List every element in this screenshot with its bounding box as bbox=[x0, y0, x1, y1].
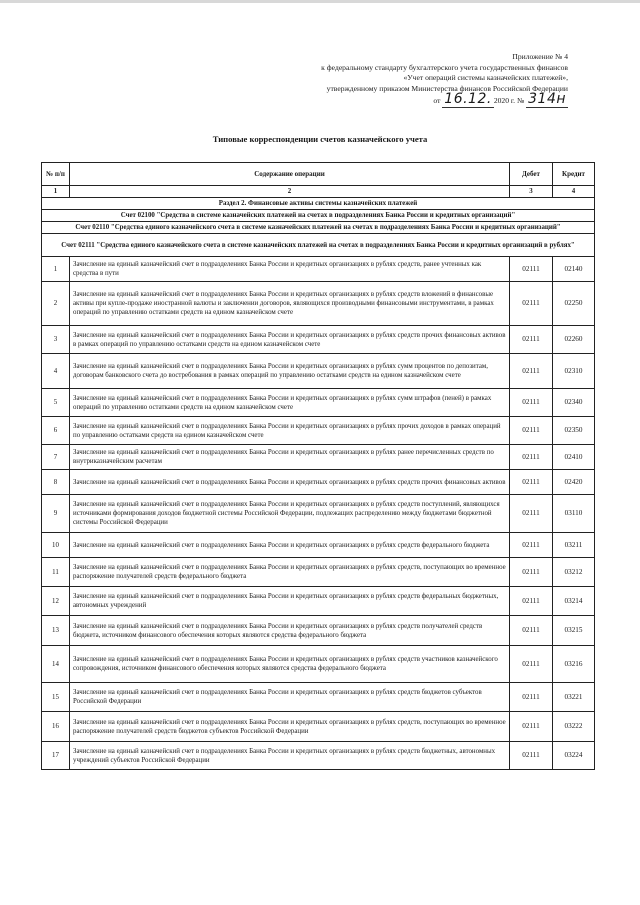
appendix-standard: к федеральному стандарту бухгалтерского учета государственных финансов bbox=[321, 62, 568, 72]
table-row bbox=[42, 558, 595, 587]
order-year: 2020 г. № bbox=[493, 96, 525, 106]
table-row bbox=[42, 712, 595, 742]
row-number: 12 bbox=[42, 587, 70, 616]
table-row bbox=[42, 354, 595, 389]
operation-description: Зачисление на единый казначейский счет в подразделениях Банка России и кредитных организациях в рублях средств прочих финансовых активов bbox=[70, 470, 510, 495]
table-row bbox=[42, 417, 595, 445]
operation-description: Зачисление на единый казначейский счет в подразделениях Банка России и кредитных организациях в рублях сумм штрафов (пеней) в рамках операций по управлению остатками средств на едином казначейском счете bbox=[70, 389, 510, 417]
operation-description: Зачисление на единый казначейский счет в подразделениях Банка России и кредитных организациях в рублях средств, поступающих во временное распоряжение получателей средств бюджетов субъектов Российской Федерации bbox=[70, 712, 510, 742]
operation-description: Зачисление на единый казначейский счет в подразделениях Банка России и кредитных организациях в рублях средств бюджетов субъектов Российской Федерации bbox=[70, 683, 510, 712]
credit-account: 02260 bbox=[553, 326, 595, 354]
row-number: 14 bbox=[42, 646, 70, 683]
operation-description: Зачисление на единый казначейский счет в подразделениях Банка России и кредитных организациях в рублях средств вложений в финансовые активы при купле-продаже иностранной валюты и заключении договоров, являющихся производными финансовыми инструментами, в рамках операций по управлению остатками средств на едином казначейском счете bbox=[70, 282, 510, 326]
credit-account: 02340 bbox=[553, 389, 595, 417]
table-row bbox=[42, 445, 595, 470]
column-header-operation: Содержание операции bbox=[70, 163, 510, 186]
credit-account: 03216 bbox=[553, 646, 595, 683]
row-number: 11 bbox=[42, 558, 70, 587]
debit-account: 02111 bbox=[510, 712, 553, 742]
account-row bbox=[42, 210, 595, 222]
column-header-number: № п/п bbox=[42, 163, 70, 186]
debit-account: 02111 bbox=[510, 616, 553, 646]
row-number: 5 bbox=[42, 389, 70, 417]
account-02100: Счет 02100 "Средства в системе казначейских платежей на счетах в подразделениях Банка России и кредитных организаций" bbox=[42, 210, 595, 222]
row-number: 3 bbox=[42, 326, 70, 354]
credit-account: 02140 bbox=[553, 257, 595, 282]
credit-account: 02410 bbox=[553, 445, 595, 470]
table-row bbox=[42, 389, 595, 417]
order-number: 314н bbox=[528, 91, 566, 108]
order-date: 16.12. bbox=[444, 91, 492, 108]
account-02111: Счет 02111 "Средства единого казначейского счета в системе казначейских платежей на счетах в подразделениях Банка России и кредитных организаций в рублях" bbox=[42, 234, 595, 257]
column-header-debit: Дебет bbox=[510, 163, 553, 186]
credit-account: 02350 bbox=[553, 417, 595, 445]
table-row bbox=[42, 495, 595, 533]
debit-account: 02111 bbox=[510, 646, 553, 683]
table-row bbox=[42, 282, 595, 326]
table-row bbox=[42, 470, 595, 495]
appendix-header bbox=[268, 52, 568, 107]
table-row bbox=[42, 683, 595, 712]
operation-description: Зачисление на единый казначейский счет в подразделениях Банка России и кредитных организациях в рублях средств федеральных бюджетных, автономных учреждений bbox=[70, 587, 510, 616]
operation-description: Зачисление на единый казначейский счет в подразделениях Банка России и кредитных организациях в рублях средств получателей средств бюджета, источником финансового обеспечения которых являются средства федерального бюджета bbox=[70, 616, 510, 646]
row-number: 17 bbox=[42, 742, 70, 770]
table-row bbox=[42, 587, 595, 616]
credit-account: 03221 bbox=[553, 683, 595, 712]
debit-account: 02111 bbox=[510, 533, 553, 558]
table-row bbox=[42, 742, 595, 770]
debit-account: 02111 bbox=[510, 742, 553, 770]
table-row bbox=[42, 616, 595, 646]
column-index: 3 bbox=[510, 186, 553, 198]
debit-account: 02111 bbox=[510, 470, 553, 495]
table-header-row bbox=[42, 163, 595, 186]
credit-account: 03211 bbox=[553, 533, 595, 558]
column-index: 4 bbox=[553, 186, 595, 198]
debit-account: 02111 bbox=[510, 257, 553, 282]
debit-account: 02111 bbox=[510, 587, 553, 616]
column-index: 2 bbox=[70, 186, 510, 198]
operation-description: Зачисление на единый казначейский счет в подразделениях Банка России и кредитных организациях в рублях ранее перечисленных средств по внутриказначейским расчетам bbox=[70, 445, 510, 470]
order-date-line bbox=[268, 91, 568, 108]
row-number: 13 bbox=[42, 616, 70, 646]
section-row bbox=[42, 198, 595, 210]
row-number: 15 bbox=[42, 683, 70, 712]
row-number: 7 bbox=[42, 445, 70, 470]
operation-description: Зачисление на единый казначейский счет в подразделениях Банка России и кредитных организациях в рублях прочих доходов в рамках операций по управлению остатками средств на едином казначейском счете bbox=[70, 417, 510, 445]
row-number: 10 bbox=[42, 533, 70, 558]
row-number: 16 bbox=[42, 712, 70, 742]
row-number: 1 bbox=[42, 257, 70, 282]
credit-account: 03215 bbox=[553, 616, 595, 646]
operation-description: Зачисление на единый казначейский счет в подразделениях Банка России и кредитных организациях в рублях средств прочих финансовых активов в рамках операций по управлению остатками средств на едином казначейском счете bbox=[70, 326, 510, 354]
credit-account: 03110 bbox=[553, 495, 595, 533]
row-number: 8 bbox=[42, 470, 70, 495]
row-number: 6 bbox=[42, 417, 70, 445]
account-row bbox=[42, 234, 595, 257]
debit-account: 02111 bbox=[510, 282, 553, 326]
row-number: 4 bbox=[42, 354, 70, 389]
operation-description: Зачисление на единый казначейский счет в подразделениях Банка России и кредитных организациях в рублях сумм процентов по депозитам, договорам банковского счета до востребования в рамках операций по управлению остатками средств на едином казначейском счете bbox=[70, 354, 510, 389]
operation-description: Зачисление на единый казначейский счет в подразделениях Банка России и кредитных организациях в рублях средств участников казначейского сопровождения, источником финансового обеспечения которых являются средства федерального бюджета bbox=[70, 646, 510, 683]
credit-account: 03212 bbox=[553, 558, 595, 587]
column-index-row bbox=[42, 186, 595, 198]
debit-account: 02111 bbox=[510, 495, 553, 533]
table-row bbox=[42, 646, 595, 683]
row-number: 9 bbox=[42, 495, 70, 533]
column-index: 1 bbox=[42, 186, 70, 198]
operation-description: Зачисление на единый казначейский счет в подразделениях Банка России и кредитных организациях в рублях средств, ранее учтенных как средства в пути bbox=[70, 257, 510, 282]
credit-account: 02310 bbox=[553, 354, 595, 389]
column-header-credit: Кредит bbox=[553, 163, 595, 186]
debit-account: 02111 bbox=[510, 354, 553, 389]
credit-account: 02250 bbox=[553, 282, 595, 326]
appendix-standard-name: «Учет операций системы казначейских платежей», bbox=[403, 73, 568, 83]
credit-account: 03214 bbox=[553, 587, 595, 616]
credit-account: 03222 bbox=[553, 712, 595, 742]
debit-account: 02111 bbox=[510, 558, 553, 587]
debit-account: 02111 bbox=[510, 389, 553, 417]
table-row bbox=[42, 533, 595, 558]
table-row bbox=[42, 326, 595, 354]
correspondence-table bbox=[41, 162, 595, 770]
appendix-approval: утвержденному приказом Министерства финансов Российской Федерации bbox=[326, 83, 568, 93]
debit-account: 02111 bbox=[510, 445, 553, 470]
document-title: Типовые корреспонденции счетов казначейского учета bbox=[212, 134, 428, 144]
appendix-number: Приложение № 4 bbox=[512, 52, 568, 61]
operation-description: Зачисление на единый казначейский счет в подразделениях Банка России и кредитных организациях в рублях средств бюджетных, автономных учреждений субъектов Российской Федерации bbox=[70, 742, 510, 770]
table-row bbox=[42, 257, 595, 282]
row-number: 2 bbox=[42, 282, 70, 326]
credit-account: 03224 bbox=[553, 742, 595, 770]
debit-account: 02111 bbox=[510, 417, 553, 445]
debit-account: 02111 bbox=[510, 326, 553, 354]
date-prefix: от bbox=[433, 96, 441, 106]
operation-description: Зачисление на единый казначейский счет в подразделениях Банка России и кредитных организациях в рублях средств федерального бюджета bbox=[70, 533, 510, 558]
account-row bbox=[42, 222, 595, 234]
scan-edge bbox=[0, 0, 640, 3]
account-02110: Счет 02110 "Средства единого казначейского счета в системе казначейских платежей на счетах в подразделениях Банка России и кредитных организаций" bbox=[42, 222, 595, 234]
debit-account: 02111 bbox=[510, 683, 553, 712]
operation-description: Зачисление на единый казначейский счет в подразделениях Банка России и кредитных организациях в рублях средств поступлений, являющихся источниками формирования доходов бюджетной системы Российской Федерации, подлежащих распределению между бюджетами бюджетной системы Российской Федерации bbox=[70, 495, 510, 533]
operation-description: Зачисление на единый казначейский счет в подразделениях Банка России и кредитных организациях в рублях средств, поступающих во временное распоряжение получателей средств федерального бюджета bbox=[70, 558, 510, 587]
credit-account: 02420 bbox=[553, 470, 595, 495]
section-title: Раздел 2. Финансовые активы системы казначейских платежей bbox=[42, 198, 595, 210]
